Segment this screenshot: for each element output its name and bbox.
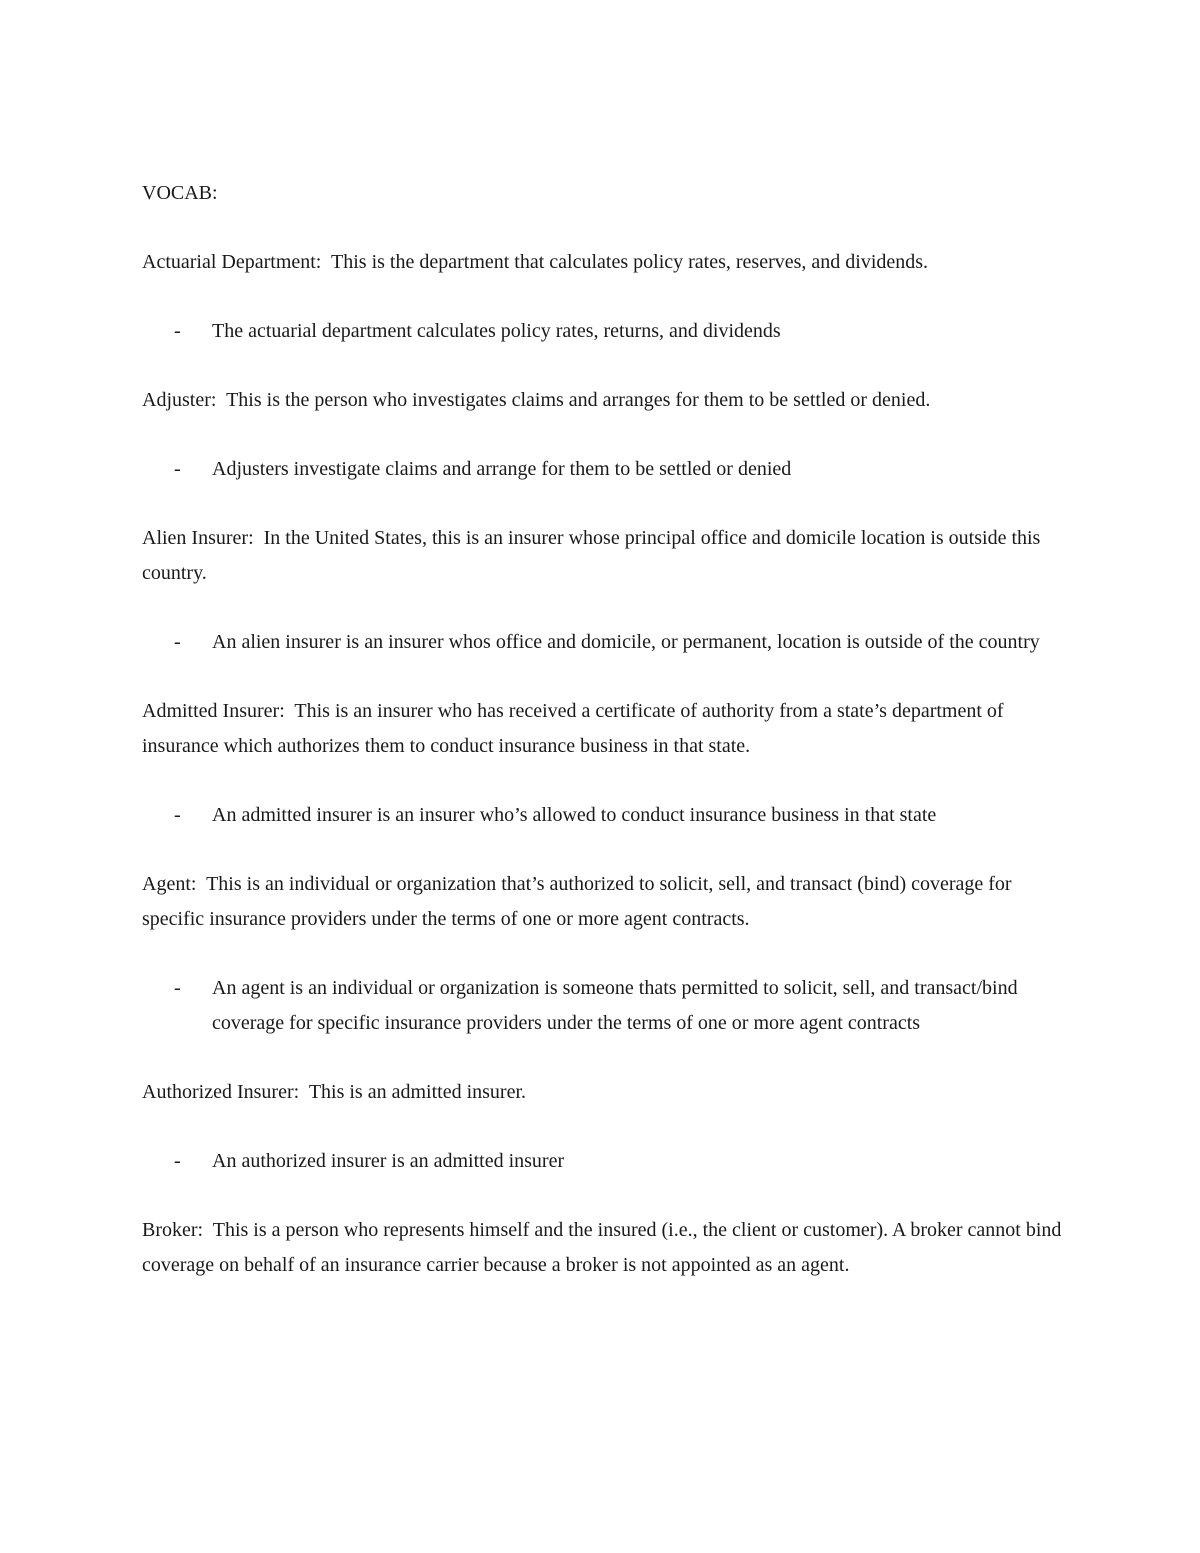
entry-note-text: An authorized insurer is an admitted insurer bbox=[212, 1150, 565, 1172]
vocab-entry-admitted-insurer bbox=[142, 694, 1062, 833]
vocab-entry-alien-insurer bbox=[142, 521, 1062, 660]
vocab-entry-adjuster bbox=[142, 383, 1062, 487]
entry-definition-text: This is the person who investigates claims and arranges for them to be settled or denied. bbox=[226, 389, 931, 411]
vocab-entry-agent bbox=[142, 867, 1062, 1041]
vocab-entry-actuarial-department bbox=[142, 245, 1062, 349]
entry-term: Actuarial Department: bbox=[142, 251, 322, 273]
entry-term: Broker: bbox=[142, 1219, 204, 1241]
bullet-dash: - bbox=[174, 631, 181, 653]
entry-definition bbox=[142, 245, 1062, 280]
bullet-dash: - bbox=[174, 1150, 181, 1172]
entry-note-text: An admitted insurer is an insurer who’s allowed to conduct insurance business in that state bbox=[212, 804, 937, 826]
entry-term: Authorized Insurer: bbox=[142, 1081, 300, 1103]
entry-definition-text: This is an individual or organization that’s authorized to solicit, sell, and transact (bind) coverage for specific insurance providers under the terms of one or more agent contracts. bbox=[142, 873, 1012, 930]
entry-definition bbox=[142, 521, 1062, 591]
entry-note bbox=[142, 314, 1062, 349]
bullet-dash: - bbox=[174, 804, 181, 826]
entry-note-text: Adjusters investigate claims and arrange for them to be settled or denied bbox=[212, 458, 792, 480]
entry-definition bbox=[142, 1213, 1062, 1283]
entry-note bbox=[142, 798, 1062, 833]
entry-note bbox=[142, 625, 1062, 660]
entry-term: Admitted Insurer: bbox=[142, 700, 285, 722]
entry-definition-text: This is the department that calculates policy rates, reserves, and dividends. bbox=[331, 251, 929, 273]
entry-definition-text: This is an admitted insurer. bbox=[308, 1081, 526, 1103]
entry-definition-text: In the United States, this is an insurer whose principal office and domicile location is outside this country. bbox=[142, 527, 1041, 584]
entry-definition-text: This is an insurer who has received a certificate of authority from a state’s department of insurance which authorizes them to conduct insurance business in that state. bbox=[142, 700, 1004, 757]
entry-definition bbox=[142, 1075, 1062, 1110]
entry-note-text: An agent is an individual or organization is someone thats permitted to solicit, sell, and transact/bind coverage for specific insurance providers under the terms of one or more agent contracts bbox=[212, 977, 1018, 1034]
entry-note-text: An alien insurer is an insurer whos office and domicile, or permanent, location is outside of the country bbox=[212, 631, 1040, 653]
entry-note bbox=[142, 1144, 1062, 1179]
document-heading: VOCAB: bbox=[142, 182, 218, 204]
entry-definition bbox=[142, 867, 1062, 937]
entry-definition-text: This is a person who represents himself and the insured (i.e., the client or customer). A broker cannot bind coverage on behalf of an insurance carrier because a broker is not appointed as an agent. bbox=[142, 1219, 1062, 1276]
bullet-dash: - bbox=[174, 458, 181, 480]
entry-term: Alien Insurer: bbox=[142, 527, 254, 549]
document-page bbox=[142, 176, 1062, 1317]
entry-note bbox=[142, 452, 1062, 487]
entry-note bbox=[142, 971, 1062, 1041]
bullet-dash: - bbox=[174, 977, 181, 999]
entry-term: Agent: bbox=[142, 873, 197, 895]
entry-definition bbox=[142, 694, 1062, 764]
bullet-dash: - bbox=[174, 320, 181, 342]
vocab-entry-broker bbox=[142, 1213, 1062, 1283]
entry-definition bbox=[142, 383, 1062, 418]
entry-term: Adjuster: bbox=[142, 389, 217, 411]
vocab-entry-authorized-insurer bbox=[142, 1075, 1062, 1179]
entry-note-text: The actuarial department calculates policy rates, returns, and dividends bbox=[212, 320, 781, 342]
